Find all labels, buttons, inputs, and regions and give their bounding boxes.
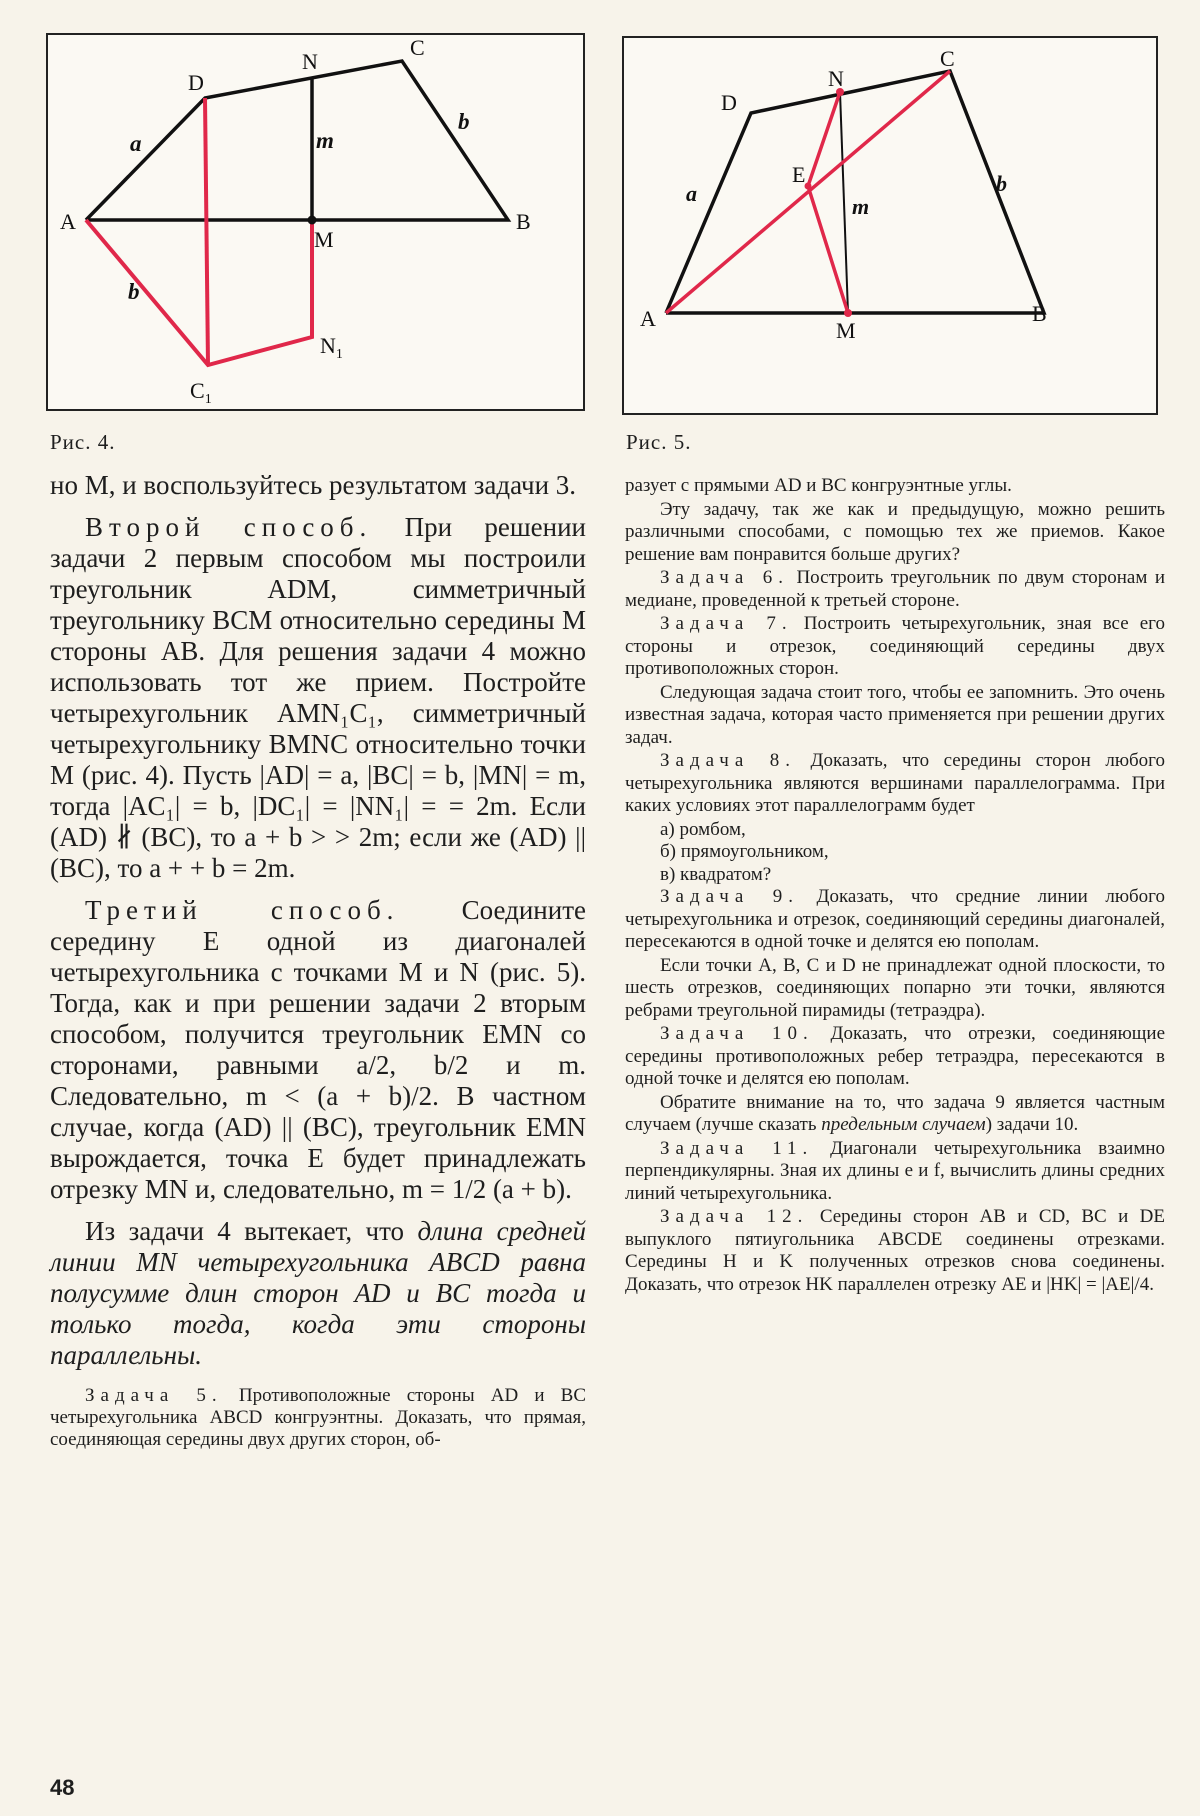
segment-label-a: a [130,131,142,156]
label-a: A [640,306,656,331]
figure-4-diagram [48,35,583,409]
paragraph-second-method: Второй способ. При решении задачи 2 первым способом мы построили треугольник ADM, симметричный треугольнику BCM относительно середины M стороны AB. Для решения задачи 4 можно использовать тот же прием. Постройте четырехугольник AMN₁C₁, симметричный четырехугольнику BMNC относительно точки M (рис. 4). Пусть |AD| = a, |BC| = b, |MN| = m, тогда |AC₁| = b, |DC₁| = |NN₁| = = 2m. Если (AD) ∦ (BC), то a + b > > 2m; если же (AD) || (BC), то a + + b = 2m. [50,512,586,883]
right-column [625,475,1165,1297]
label-n: N [828,66,844,91]
label-n1: $N_1$ [320,333,343,362]
midpoint-m [308,216,317,225]
segment-label-b-bottom: b [128,279,140,304]
label-c: C [410,35,425,60]
label-m: M [314,227,334,252]
paragraph: Обратите внимание на то, что задача 9 является частным случаем (лучше сказать предельным случаем) задачи 10. [625,1091,1165,1135]
label-d: D [721,90,737,115]
problem-8-options [625,819,1165,887]
paragraph: Следующая задача стоит того, чтобы ее запомнить. Это очень известная задача, которая часто применяется при решении других задач. [625,681,1165,748]
label-c1: $C_1$ [190,378,212,407]
problem-12: Задача 12. Середины сторон AB и CD, BC и DE выпуклого пятиугольника ABCDE соединены отрезками. Середины H и K полученных отрезков снова соединены. Доказать, что отрезок HK параллелен отрезку AE и |HK| = |AE|/4. [625,1206,1166,1295]
quad-amn1c1 [86,220,312,365]
figure-5 [622,36,1158,415]
label-m: M [836,318,856,343]
label-a: A [60,209,76,234]
paragraph: но M, и воспользуйтесь результатом задачи 3. [50,470,577,500]
problem-10: Задача 10. Доказать, что отрезки, соединяющие середины противоположных ребер тетраэдра, пересекаются в одной точке и делятся ею пополам. [625,1023,1166,1089]
paragraph: Эту задачу, так же как и предыдущую, можно решить различными способами, с помощью тех же приемов. Какое решение вам понравится больше других? [625,498,1165,565]
problem-11: Задача 11. Диагонали четырехугольника взаимно перпендикулярны. Зная их длины e и f, вычислить длины средних линий четырехугольника. [625,1137,1166,1204]
problem-8: Задача 8. Доказать, что середины сторон любого четырехугольника являются вершинами параллелограмма. При каких условиях этот параллелограмм будет [625,750,1165,816]
segment-label-a: a [686,181,697,206]
point-e [805,183,812,190]
left-column [50,470,586,1462]
segment-label-m: m [852,194,870,219]
segment-label-m: m [316,128,334,153]
label-e: E [792,162,806,187]
problem-5: Задача 5. Противоположные стороны AD и BC четырехугольника ABCD конгруэнтны. Доказать, что прямая, соединяющая середины двух других сторон, об- [50,1385,587,1450]
figure-4-caption: Рис. 4. [50,430,116,454]
problem-9: Задача 9. Доказать, что средние линии любого четырехугольника и отрезок, соединяющий середины диагоналей, пересекаются в одной точке и делятся ею пополам. [625,886,1165,952]
list-item: в) квадратом? [660,863,772,885]
point-m [844,309,852,317]
label-b: B [1032,301,1047,326]
label-b: B [516,209,531,234]
label-c: C [940,46,955,71]
list-item: а) ромбом, [660,818,746,840]
segment-dc1 [205,98,208,365]
list-item: б) прямоугольником, [660,841,829,862]
paragraph: разует с прямыми AD и BC конгруэнтные углы. [625,475,1012,496]
figure-5-diagram [624,38,1156,413]
paragraph-third-method: Третий способ. Соедините середину E одной из диагоналей четырехугольника с точками M и N (рис. 5). Тогда, как и при решении задачи 2 вторым способом, получится треугольник EMN со сторонами, равными a/2, b/2 и m. Следовательно, m < (a + b)/2. В частном случае, когда (AD) || (BC), треугольник EMN вырождается, точка E будет принадлежать отрезку MN и, следовательно, m = 1/2 (a + b). [50,895,586,1204]
label-n: N [302,49,318,74]
paragraph: Если точки A, B, C и D не принадлежат одной плоскости, то шесть отрезков, соединяющих попарно эти точки, являются ребрами треугольной пирамиды (тетраэдра). [625,954,1165,1021]
figure-4 [46,33,585,411]
label-d: D [188,70,204,95]
quad-abcd [86,61,508,220]
segment-label-b: b [996,171,1007,196]
segment-label-b-top: b [458,109,470,134]
segment-nm [840,92,848,313]
page-number: 48 [50,1775,75,1800]
diagonal-ac [666,71,950,313]
problem-6: Задача 6. Построить треугольник по двум сторонам и медиане, проведенной к третьей стороне. [625,567,1165,611]
paragraph-conclusion: Из задачи 4 вытекает, что длина средней линии MN четырехугольника ABCD равна полусумме длин сторон AD и BC тогда и только тогда, когда эти стороны параллельны. [50,1216,587,1370]
figure-5-caption: Рис. 5. [626,430,692,454]
problem-7: Задача 7. Построить четырехугольник, зная все его стороны и отрезок, соединяющий середины двух противоположных сторон. [625,613,1165,679]
